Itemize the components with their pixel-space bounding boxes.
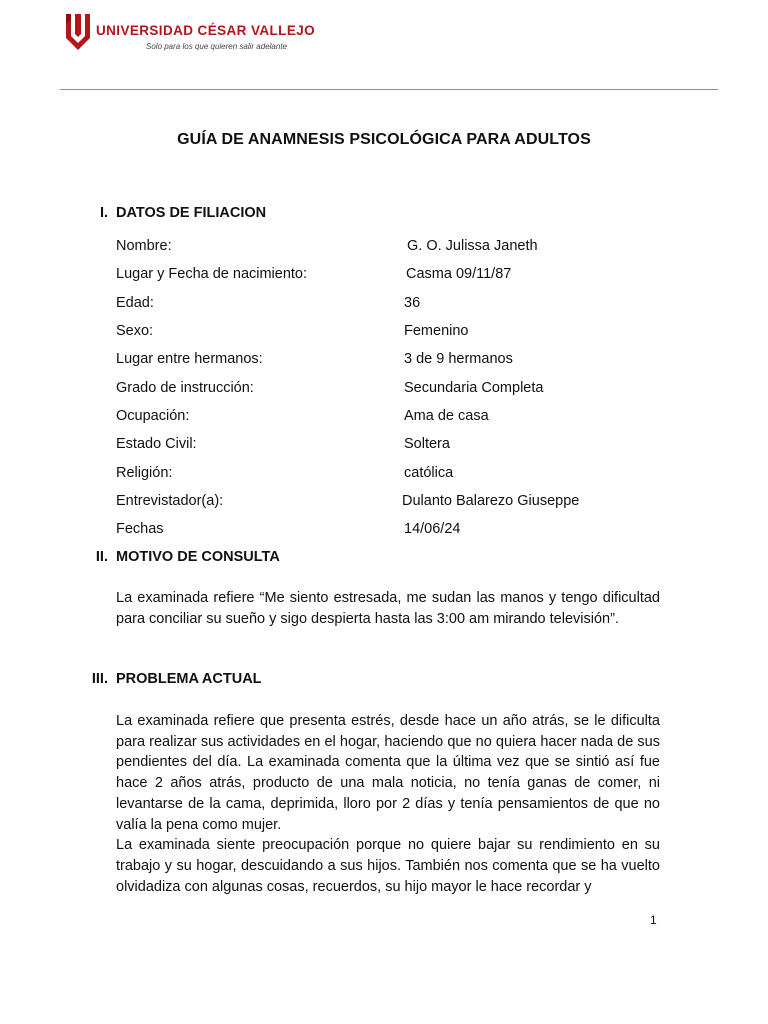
field-row-edad — [116, 295, 716, 315]
section-title: PROBLEMA ACTUAL — [116, 671, 262, 687]
institution-tagline: Solo para los que quieren salir adelante — [146, 42, 287, 51]
section-heading-motivo — [95, 549, 280, 565]
motivo-paragraph — [116, 588, 660, 629]
field-label: Ocupación: — [116, 408, 190, 424]
field-label: Lugar y Fecha de nacimiento: — [116, 266, 308, 282]
university-logo — [64, 12, 316, 56]
section-heading-problema — [91, 671, 262, 687]
field-row-entrevistador — [116, 493, 716, 513]
field-label: Religión: — [116, 465, 173, 481]
field-row-fechas — [116, 521, 716, 541]
field-value: 36 — [404, 295, 421, 311]
field-value: Casma 09/11/87 — [406, 266, 512, 282]
problema-paragraphs — [116, 711, 660, 897]
institution-name: UNIVERSIDAD CÉSAR VALLEJO — [96, 23, 316, 38]
field-row-estado-civil — [116, 436, 716, 456]
field-row-instruccion — [116, 380, 716, 400]
field-value: Femenino — [404, 323, 469, 339]
university-shield-icon — [64, 12, 92, 52]
field-value: católica — [404, 465, 454, 481]
field-label: Estado Civil: — [116, 436, 197, 452]
field-value: 14/06/24 — [404, 521, 461, 537]
header-divider — [60, 89, 718, 90]
field-row-religion — [116, 465, 716, 485]
field-row-nombre — [116, 238, 716, 258]
section-title: DATOS DE FILIACION — [116, 205, 267, 221]
section-title: MOTIVO DE CONSULTA — [116, 549, 280, 565]
field-value: 3 de 9 hermanos — [404, 351, 513, 367]
field-row-sexo — [116, 323, 716, 343]
field-value: Secundaria Completa — [404, 380, 544, 396]
field-label: Nombre: — [116, 238, 172, 254]
field-value: Soltera — [404, 436, 450, 452]
field-value: G. O. Julissa Janeth — [407, 238, 538, 254]
section-heading-filiacion — [99, 205, 267, 221]
field-value: Ama de casa — [404, 408, 489, 424]
field-label: Fechas — [116, 521, 164, 537]
paragraph-text: La examinada siente preocupación porque no quiere bajar su rendimiento en su trabajo y su hogar, descuidando a sus hijos. También nos comenta que se ha vuelto olvidadiza con algunas cosas, recuerdos, su hijo mayor le hace recordar y — [116, 837, 660, 895]
paragraph-text: La examinada refiere “Me siento estresada, me sudan las manos y tengo dificultad para conciliar su sueño y sigo despierta hasta las 3:00 am mirando televisión”. — [116, 590, 660, 627]
section-number: II. — [95, 549, 108, 565]
field-value: Dulanto Balarezo Giuseppe — [402, 493, 580, 509]
field-label: Entrevistador(a): — [116, 493, 224, 509]
field-row-ocupacion — [116, 408, 716, 428]
section-number: III. — [91, 671, 108, 687]
document-title: GUÍA DE ANAMNESIS PSICOLÓGICA PARA ADULTOS — [177, 131, 591, 148]
field-label: Lugar entre hermanos: — [116, 351, 263, 367]
field-label: Grado de instrucción: — [116, 380, 254, 396]
section-number: I. — [99, 205, 108, 221]
field-row-nacimiento — [116, 266, 716, 286]
field-label: Sexo: — [116, 323, 154, 339]
field-label: Edad: — [116, 295, 154, 311]
field-row-hermanos — [116, 351, 716, 371]
page-number: 1 — [650, 913, 657, 927]
paragraph-text: La examinada refiere que presenta estrés, desde hace un año atrás, se le dificulta para realizar sus actividades en el hogar, haciendo que no quiera hacer nada de sus pendientes del día. La examinada comenta que la última vez que se sintió así fue hace 2 años atrás, producto de una mala noticia, no tenía ganas de comer, ni levantarse de la cama, deprimida, lloro por 2 días y tenía pensamientos de que no valía la pena como mujer. — [116, 713, 660, 833]
